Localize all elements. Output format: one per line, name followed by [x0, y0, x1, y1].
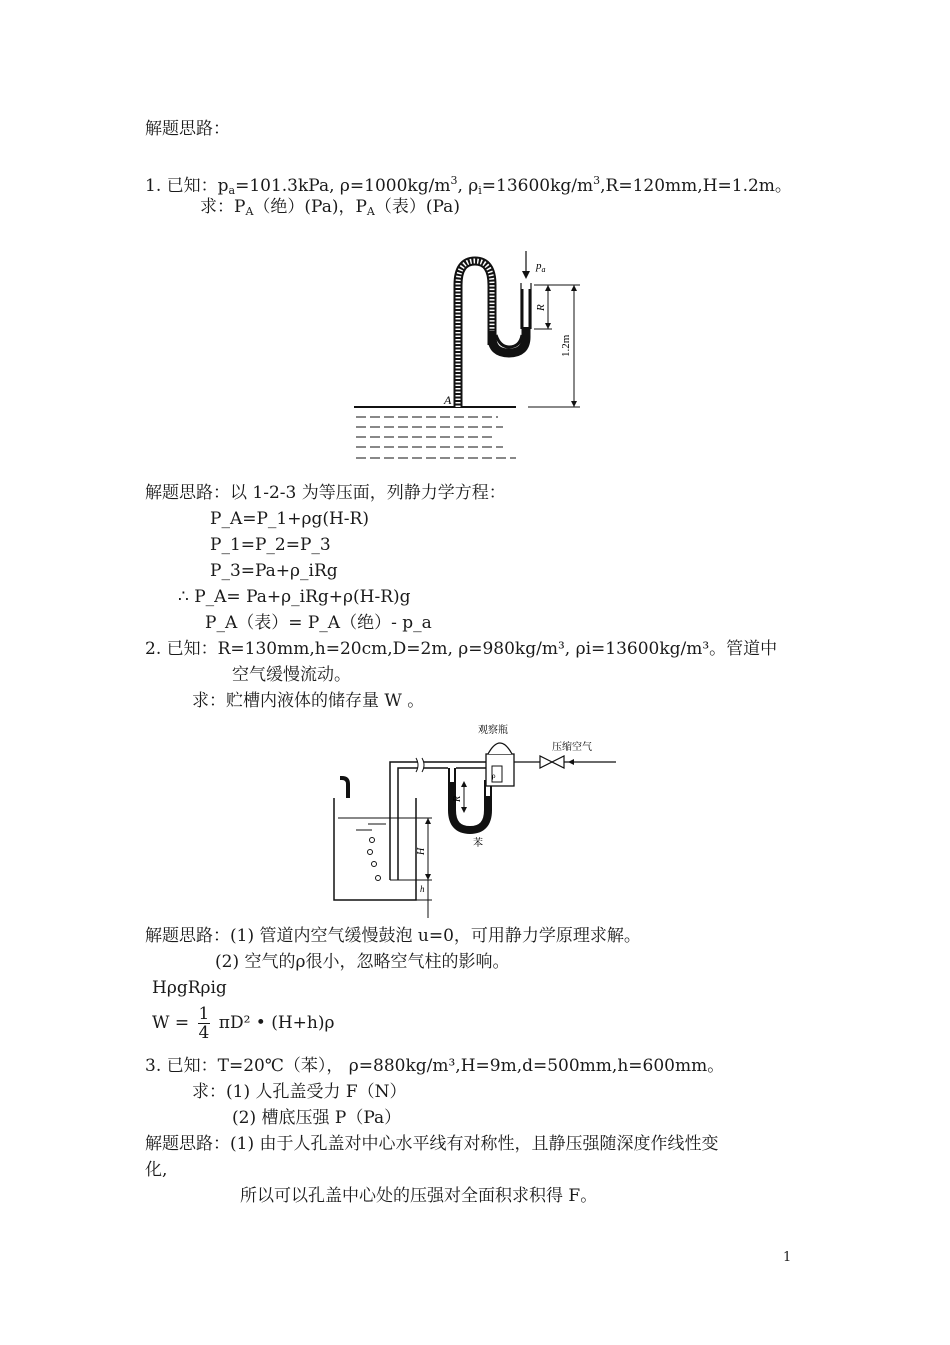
p1-rhoi-sub: i [478, 184, 482, 197]
p2-eq2-right: πD² • (H+h)ρ [218, 1013, 335, 1033]
problem3-ask-1: 求：(1) 人孔盖受力 F（N） [192, 1082, 407, 1102]
fig2-label-h-upper: H [416, 847, 427, 855]
fig2-label-bottle: 观察瓶 [478, 725, 508, 736]
section-heading: 解题思路： [145, 119, 230, 139]
fig1-label-height: 1.2m [560, 334, 572, 357]
problem1-eq5: P_A（表）= P_A（绝）- p_a [205, 613, 432, 633]
problem1-eq3: P_3=Pa+ρ_iRg [210, 561, 338, 581]
problem1-eq2: P_1=P_2=P_3 [210, 535, 331, 555]
p1-ask-mid: （绝）(Pa)，P [253, 197, 367, 217]
fig2-label-benzene: 苯 [473, 838, 483, 849]
fig2-label-r: R [452, 795, 463, 802]
fig2-label-h-lower: h [420, 884, 425, 894]
problem2-solution-2: (2) 空气的ρ很小，忽略空气柱的影响。 [215, 952, 510, 972]
p2-eq2-left: W = [152, 1013, 190, 1033]
problem1-eq1: P_A=P_1+ρg(H-R) [210, 509, 369, 529]
problem2-ask: 求：贮槽内液体的储存量 W 。 [192, 691, 425, 711]
p1-pa-sub: a [228, 184, 236, 197]
problem3-solution-1b: 化, [145, 1160, 168, 1180]
p1-sup3-a: 3 [450, 174, 458, 187]
p2-eq2-fraction [198, 1005, 211, 1042]
figure-2-storage-tank [328, 720, 618, 918]
p1-ask-end: （表）(Pa) [374, 197, 460, 217]
problem2-solution-1: 解题思路：(1) 管道内空气缓慢鼓泡 u=0，可用静力学原理求解。 [145, 926, 641, 946]
problem3-ask-2: (2) 槽底压强 P（Pa） [232, 1108, 402, 1128]
problem1-ask [200, 196, 460, 223]
p1-known-rest3: =13600kg/m [481, 176, 594, 196]
p1-ask-prefix: 求：P [200, 197, 246, 217]
problem3-known: 3. 已知：T=20℃（苯）， ρ=880kg/m³,H=9m,d=500mm,h=600mm。 [145, 1056, 725, 1076]
fig2-label-air: 压缩空气 [552, 742, 592, 753]
p1-sup3-b: 3 [593, 174, 601, 187]
p1-known-rest2: , ρ [457, 176, 479, 196]
problem3-solution-1: 解题思路：(1) 由于人孔盖对中心水平线有对称性，且静压强随深度作线性变 [145, 1134, 719, 1154]
p1-ask-sub-a1: A [245, 205, 254, 218]
figure-1-manometer [348, 245, 588, 470]
problem2-eq2 [152, 1003, 335, 1043]
problem1-solution-intro: 解题思路：以 1-2-3 为等压面，列静力学方程： [145, 483, 506, 503]
p1-known-rest1: =101.3kPa, ρ=1000kg/m [235, 176, 451, 196]
p1-pa-symbol: p [217, 176, 229, 196]
problem2-known-cont: 空气缓慢流动。 [232, 665, 351, 685]
fig1-label-pa: $p_a$ [536, 260, 546, 274]
p2-eq2-denominator: 4 [198, 1023, 210, 1043]
p2-eq2-numerator: 1 [198, 1004, 210, 1024]
svg-text:ρ: ρ [492, 772, 496, 780]
p1-known-prefix: 1. 已知： [145, 176, 218, 196]
fig1-label-r: R [535, 304, 547, 311]
problem3-solution-2: 所以可以孔盖中心处的压强对全面积求积得 F。 [240, 1186, 598, 1206]
fig1-label-a: A [444, 393, 452, 407]
p1-known-rest4: ,R=120mm,H=1.2m。 [600, 176, 792, 196]
p1-ask-sub-a2: A [366, 205, 375, 218]
problem2-known: 2. 已知：R=130mm,h=20cm,D=2m, ρ=980kg/m³, ρi=13600kg/m³。管道中 [145, 639, 778, 659]
problem2-eq1: HρgRρig [152, 978, 227, 998]
page-number: 1 [783, 1250, 792, 1265]
problem1-eq4: ∴ P_A= Pa+ρ_iRg+ρ(H-R)g [178, 587, 411, 607]
